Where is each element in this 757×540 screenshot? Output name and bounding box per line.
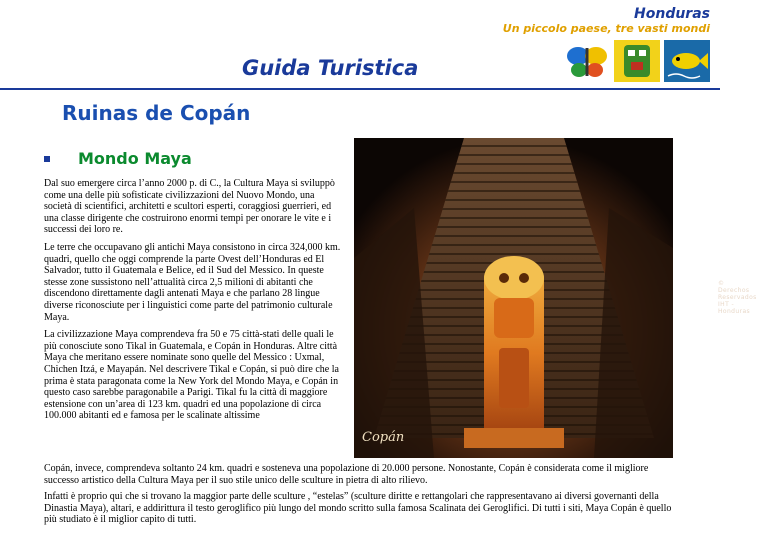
left-column-text — [44, 178, 344, 428]
fish-logo-icon — [664, 40, 710, 82]
bullet-heading-text: Mondo Maya — [78, 149, 192, 168]
brand-header — [503, 6, 710, 35]
paragraph: Dal suo emergere circa l’anno 2000 p. di C., la Cultura Maya si sviluppò come una delle più sofisticate civilizzazioni del Nuovo Mondo, una società di scientifici, architetti e scultori esperti, coraggiosi guerrieri, ed una classe dirigente che costruirono enormi tempi per onorare le vite e i successi dei loro re. — [44, 178, 335, 236]
paragraph: Infatti è proprio qui che si trovano la maggior parte delle sculture , “estelas” (sculture diritte e rettangolari che rappresentavano ai diversi governanti della Dinastia Maya), altari, e addirittura il testo geroglifico più lungo del mondo scritto sulla famosa Scalinata dei Geroglifici. Di tutti i siti, Maya Copán è quello più studiato è il miglior capito di tutti. — [44, 491, 672, 526]
pyramid-stairway-image — [354, 138, 673, 458]
photo-credit: © Derechos Reservados IHT - Honduras — [718, 280, 757, 315]
header-divider — [0, 88, 720, 90]
maya-mask-logo-icon — [614, 40, 660, 82]
guide-title: Guida Turistica — [242, 56, 419, 80]
paragraph: Le terre che occupavano gli antichi Maya consistono in circa 324,000 km. quadri, quello che oggi comprende la parte Ovest dell’Honduras ed El Salvador, tutto il Guatemala e Belice, ed il Sud del Messico. In queste stesse zone sussistono nell’attualità circa 2,5 milioni di abitanti che discendono direttamente dagli antenati Maya e che parlano 28 lingue diverse riconosciute per i linguistici come parte del patrimonio culturale Maya. — [44, 241, 341, 323]
logo-strip — [564, 40, 710, 82]
paragraph: La civilizzazione Maya comprendeva fra 50 e 75 città-stati delle quali le più conosciute sono Tikal in Guatemala, e Copán in Honduras. Altre città Maya che meritano essere nominate sono quelle del Messico : Uxmal, Chichen Itzá, e Mayapán. Nel descrivere Tikal e Copán, si può dire che la prima è stata paragonata come la New York del Mondo Maya, e Copán in questo caso sarebbe paragonabile a Parigi. Tikal fu la città di maggiore estensione con un’area di 123 km. quadri ed una popolazione di circa 100.000 abitanti ed e famosa per le scalinate altissime — [44, 329, 339, 422]
section-title: Ruinas de Copán — [62, 101, 251, 125]
photo-caption: Copán — [362, 430, 405, 445]
full-width-text — [44, 463, 674, 531]
butterfly-logo-icon — [564, 40, 610, 82]
brand-subtitle: Un piccolo paese, tre vasti mondi — [502, 22, 710, 35]
bullet-heading — [44, 149, 192, 168]
copan-photo — [354, 138, 757, 458]
paragraph: Copán, invece, comprendeva soltanto 24 km. quadri e sosteneva una popolazione di 20.000 persone. Nonostante, Copán è considerata come il migliore successo artistico della Cultura Maya per il suo stile unico delle sculture in pietra di alto rilievo. — [44, 463, 649, 486]
brand-title: Honduras — [634, 6, 710, 22]
square-bullet-icon — [44, 156, 50, 162]
